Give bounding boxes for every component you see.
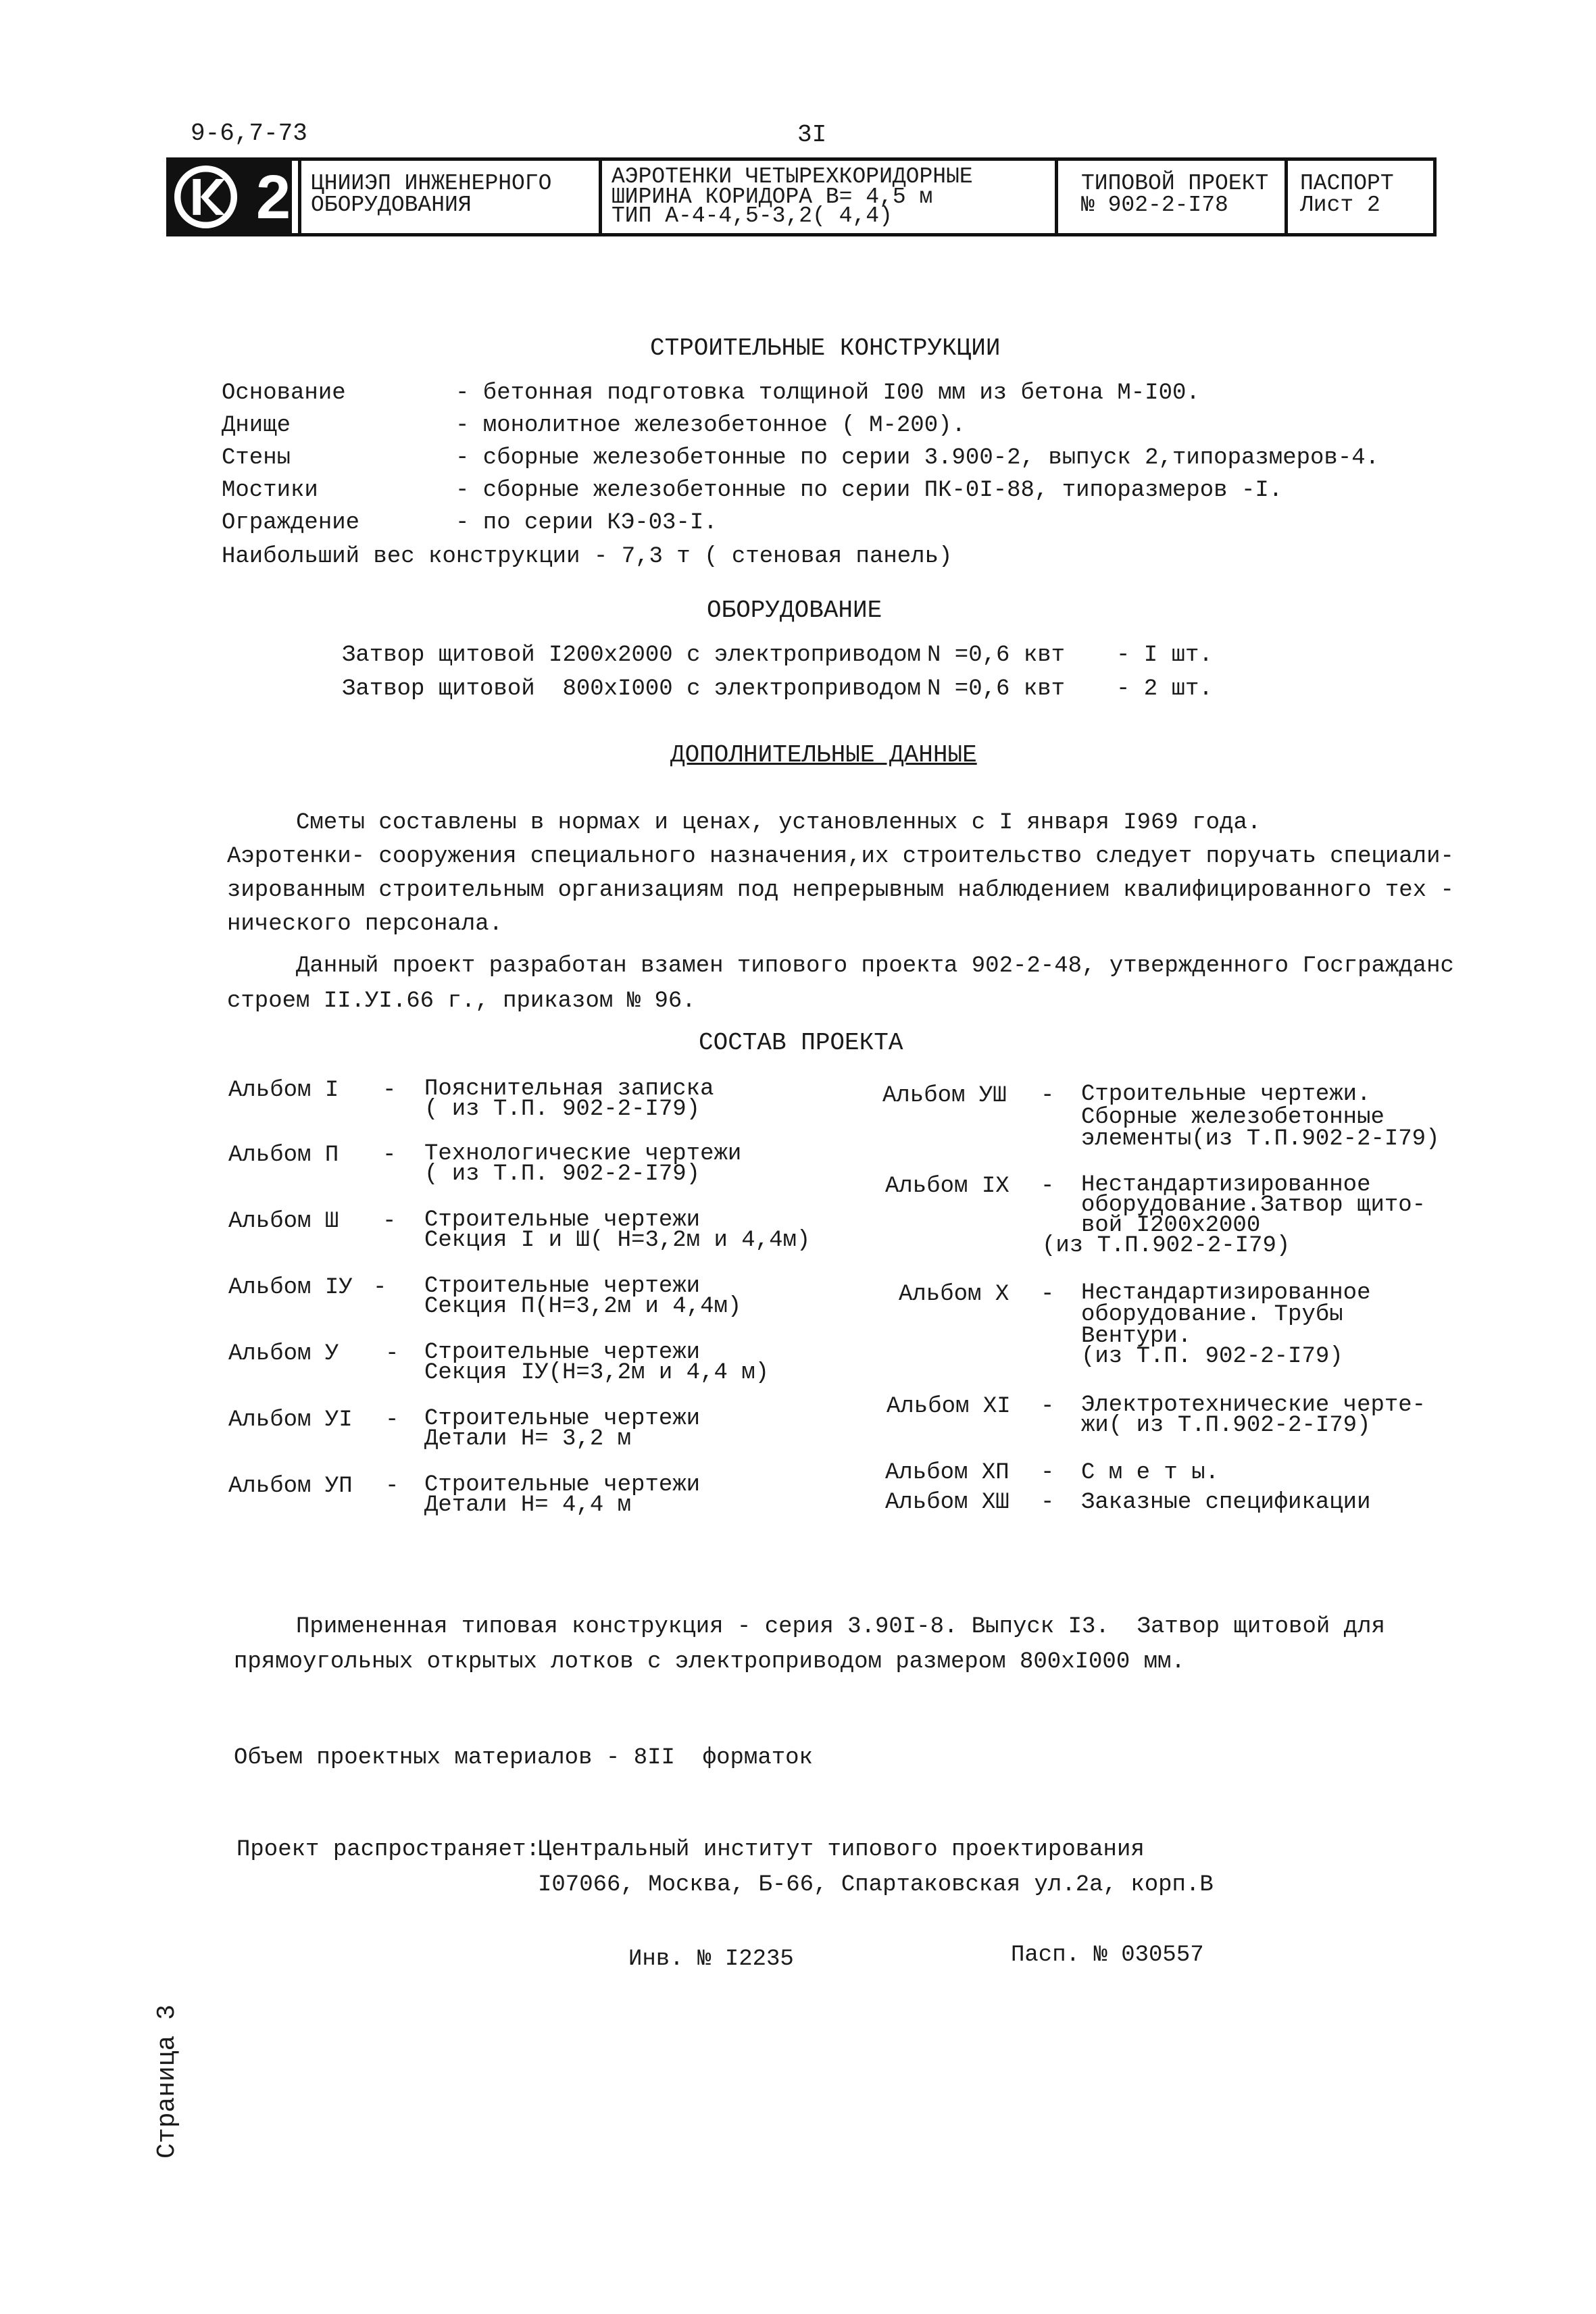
construction-value-2: - сборные железобетонные по серии 3.900-2, выпуск 2,типоразмеров-4. (455, 445, 1380, 471)
right-line-4-0: С м е т ы. (1081, 1460, 1220, 1486)
left-dash-5: - (385, 1407, 399, 1433)
additional-p1-line-2: зированным строительным организациям под непрерывным наблюдением квалифицированного тех - (227, 878, 1454, 903)
additional-heading: ДОПОЛНИТЕЛЬНЫЕ ДАННЫЕ (670, 741, 977, 769)
additional-p1-line-3: нического персонала. (227, 911, 503, 937)
title-line-3: ТИП А-4-4,5-3,2( 4,4) (612, 203, 893, 228)
construction-label-0: Основание (222, 380, 346, 406)
max-weight: Наибольший вес конструкции - 7,3 т ( стеновая панель) (222, 544, 953, 570)
logo-cell (170, 161, 298, 233)
construction-value-4: - по серии КЭ-03-I. (455, 510, 718, 536)
left-line-5-0: Строительные чертежи (424, 1406, 701, 1432)
side-page-label: Страница 3 (153, 2004, 182, 2159)
left-line-6-1: Детали Н= 4,4 м (424, 1492, 632, 1518)
project-line-2: № 902-2-I78 (1081, 193, 1228, 218)
left-album-6: Альбом УП (228, 1474, 353, 1499)
right-line-1-2: вой I200х2000 (1081, 1213, 1261, 1238)
logo-number: 2 (256, 163, 291, 232)
construction-label-2: Стены (222, 445, 291, 471)
left-line-6-0: Строительные чертежи (424, 1472, 701, 1498)
right-line-1-3: (из Т.П.902-2-I79) (1042, 1233, 1291, 1259)
left-line-4-0: Строительные чертежи (424, 1340, 701, 1365)
right-line-0-1: Сборные железобетонные (1081, 1105, 1385, 1130)
right-line-0-0: Строительные чертежи. (1081, 1082, 1371, 1107)
left-dash-3: - (373, 1275, 387, 1301)
left-album-2: Альбом Ш (228, 1209, 339, 1234)
equipment-power-0: N =0,6 квт (927, 643, 1066, 668)
right-dash-2: - (1041, 1282, 1055, 1307)
equipment-qty-1: - 2 шт. (1116, 676, 1213, 702)
construction-label-1: Днище (222, 413, 291, 438)
additional-p1-line-0: Сметы составлены в нормах и ценах, установленных с I января I969 года. (227, 810, 1262, 836)
left-line-2-1: Секция I и Ш( Н=3,2м и 4,4м) (424, 1228, 811, 1253)
right-dash-1: - (1041, 1174, 1055, 1199)
additional-p2-line-1: строем II.УI.66 г., приказом № 96. (227, 988, 696, 1014)
left-line-1-1: ( из Т.П. 902-2-I79) (424, 1161, 701, 1187)
applied-line-1: прямоугольных открытых лотков с электроприводом размером 800хI000 мм. (234, 1649, 1185, 1675)
right-line-1-0: Нестандартизированное (1081, 1172, 1371, 1198)
right-album-1: Альбом IХ (885, 1174, 1009, 1199)
sheet-cell (1288, 161, 1433, 233)
title-cell (602, 161, 1058, 233)
left-line-0-0: Пояснительная записка (424, 1076, 714, 1102)
left-line-0-1: ( из Т.П. 902-2-I79) (424, 1097, 701, 1122)
right-album-4: Альбом ХП (885, 1460, 1009, 1486)
left-album-0: Альбом I (228, 1078, 339, 1103)
left-line-3-0: Строительные чертежи (424, 1274, 701, 1299)
equipment-power-1: N =0,6 квт (927, 676, 1066, 702)
title-line-2: ШИРИНА КОРИДОРА В= 4,5 м (612, 184, 933, 209)
org-line-1: ЦНИИЭП ИНЖЕНЕРНОГО (311, 171, 552, 196)
construction-label-3: Мостики (222, 478, 318, 503)
distributor-label: Проект распространяет: (236, 1837, 540, 1863)
right-dash-3: - (1041, 1394, 1055, 1419)
left-dash-1: - (382, 1142, 397, 1168)
volume: Объем проектных материалов - 8II форматок (234, 1745, 813, 1771)
k-logo-icon (174, 165, 238, 229)
distributor-line-1: Центральный институт типового проектирования (538, 1837, 1145, 1863)
additional-p1-line-1: Аэротенки- сооружения специального назначения,их строительство следует поручать специали- (227, 844, 1454, 870)
logo (170, 161, 292, 233)
project-line-1: ТИПОВОЙ ПРОЕКТ (1081, 171, 1269, 196)
right-line-0-2: элементы(из Т.П.902-2-I79) (1081, 1126, 1440, 1152)
right-line-1-1: оборудование.Затвор щито- (1081, 1192, 1426, 1218)
left-album-3: Альбом IУ (228, 1275, 353, 1301)
right-line-3-0: Электротехнические черте- (1081, 1392, 1426, 1418)
left-dash-2: - (382, 1209, 397, 1234)
left-album-4: Альбом У (228, 1341, 339, 1367)
right-line-2-2: Вентури. (1081, 1324, 1192, 1349)
right-line-3-1: жи( из Т.П.902-2-I79) (1081, 1413, 1371, 1438)
right-dash-5: - (1041, 1490, 1055, 1515)
equipment-heading: ОБОРУДОВАНИЕ (707, 597, 882, 624)
title-line-1: АЭРОТЕНКИ ЧЕТЫРЕХКОРИДОРНЫЕ (612, 164, 973, 189)
sheet-line-2: Лист 2 (1300, 193, 1380, 218)
right-album-2: Альбом Х (899, 1282, 1009, 1307)
left-dash-4: - (385, 1341, 399, 1367)
equipment-name-0: Затвор щитовой I200х2000 с электроприводом (342, 643, 921, 668)
doc-code: 9-6,7-73 (191, 120, 307, 147)
left-album-5: Альбом УI (228, 1407, 353, 1433)
distributor-line-2: I07066, Москва, Б-66, Спартаковская ул.2а, корп.В (538, 1872, 1214, 1898)
construction-label-4: Ограждение (222, 510, 360, 536)
construction-value-3: - сборные железобетонные по серии ПК-0I-88, типоразмеров -I. (455, 478, 1283, 503)
right-dash-4: - (1041, 1460, 1055, 1486)
right-line-2-0: Нестандартизированное (1081, 1280, 1371, 1306)
left-album-1: Альбом П (228, 1142, 339, 1168)
equipment-name-1: Затвор щитовой 800хI000 с электроприводом (342, 676, 921, 702)
left-line-4-1: Секция IУ(Н=3,2м и 4,4 м) (424, 1360, 770, 1386)
right-line-2-3: (из Т.П. 902-2-I79) (1081, 1344, 1343, 1369)
right-dash-0: - (1041, 1083, 1055, 1109)
project-cell (1058, 161, 1288, 233)
left-dash-6: - (385, 1474, 399, 1499)
page-number: 3I (797, 121, 827, 149)
pass-number: Пасп. № 030557 (1011, 1942, 1204, 1968)
org-cell (298, 161, 602, 233)
construction-value-0: - бетонная подготовка толщиной I00 мм из бетона М-I00. (455, 380, 1200, 406)
right-album-0: Альбом УШ (882, 1083, 1007, 1109)
inv-number: Инв. № I2235 (628, 1946, 794, 1972)
construction-heading: СТРОИТЕЛЬНЫЕ КОНСТРУКЦИИ (650, 334, 1001, 362)
right-album-5: Альбом ХШ (885, 1490, 1009, 1515)
left-dash-0: - (382, 1078, 397, 1103)
equipment-qty-0: - I шт. (1116, 643, 1213, 668)
applied-line-0: Примененная типовая конструкция - серия 3.90I-8. Выпуск I3. Затвор щитовой для (227, 1614, 1385, 1640)
additional-p2-line-0: Данный проект разработан взамен типового проекта 902-2-48, утвержденного Госгражданс (227, 953, 1454, 979)
right-album-3: Альбом ХI (887, 1394, 1011, 1419)
left-line-5-1: Детали Н= 3,2 м (424, 1426, 632, 1452)
construction-value-1: - монолитное железобетонное ( М-200). (455, 413, 966, 438)
left-line-2-0: Строительные чертежи (424, 1207, 701, 1233)
right-line-2-1: оборудование. Трубы (1081, 1302, 1343, 1328)
right-line-5-0: Заказные спецификации (1081, 1490, 1371, 1515)
org-line-2: ОБОРУДОВАНИЯ (311, 193, 472, 218)
title-block (166, 157, 1437, 236)
left-line-3-1: Секция П(Н=3,2м и 4,4м) (424, 1294, 742, 1319)
composition-heading: СОСТАВ ПРОЕКТА (699, 1029, 903, 1057)
left-line-1-0: Технологические чертежи (424, 1141, 742, 1167)
sheet-line-1: ПАСПОРТ (1300, 171, 1394, 196)
